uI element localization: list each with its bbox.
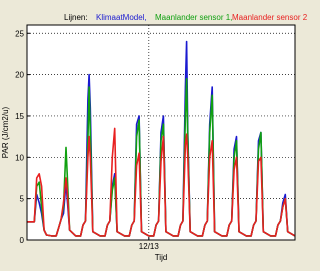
legend-entry-sensor1: Maanlander sensor 1, [155, 13, 233, 22]
x-axis-label: Tijd [154, 253, 168, 262]
y-tick-label: 5 [19, 194, 24, 204]
legend-entry-sensor2: Maanlander sensor 2 [232, 13, 308, 22]
y-tick-label: 20 [15, 70, 24, 80]
y-tick-label: 10 [15, 153, 24, 163]
legend-prefix: Lijnen: [64, 13, 88, 22]
legend-entry-klimaatmodel: KlimaatModel, [96, 13, 147, 22]
y-tick-label: 25 [15, 29, 24, 39]
y-tick-label: 0 [19, 236, 24, 245]
y-axis-label: PAR (J/cm2/u) [1, 106, 10, 159]
x-tick-label: 12/13 [138, 242, 159, 251]
y-tick-label: 15 [15, 111, 24, 121]
